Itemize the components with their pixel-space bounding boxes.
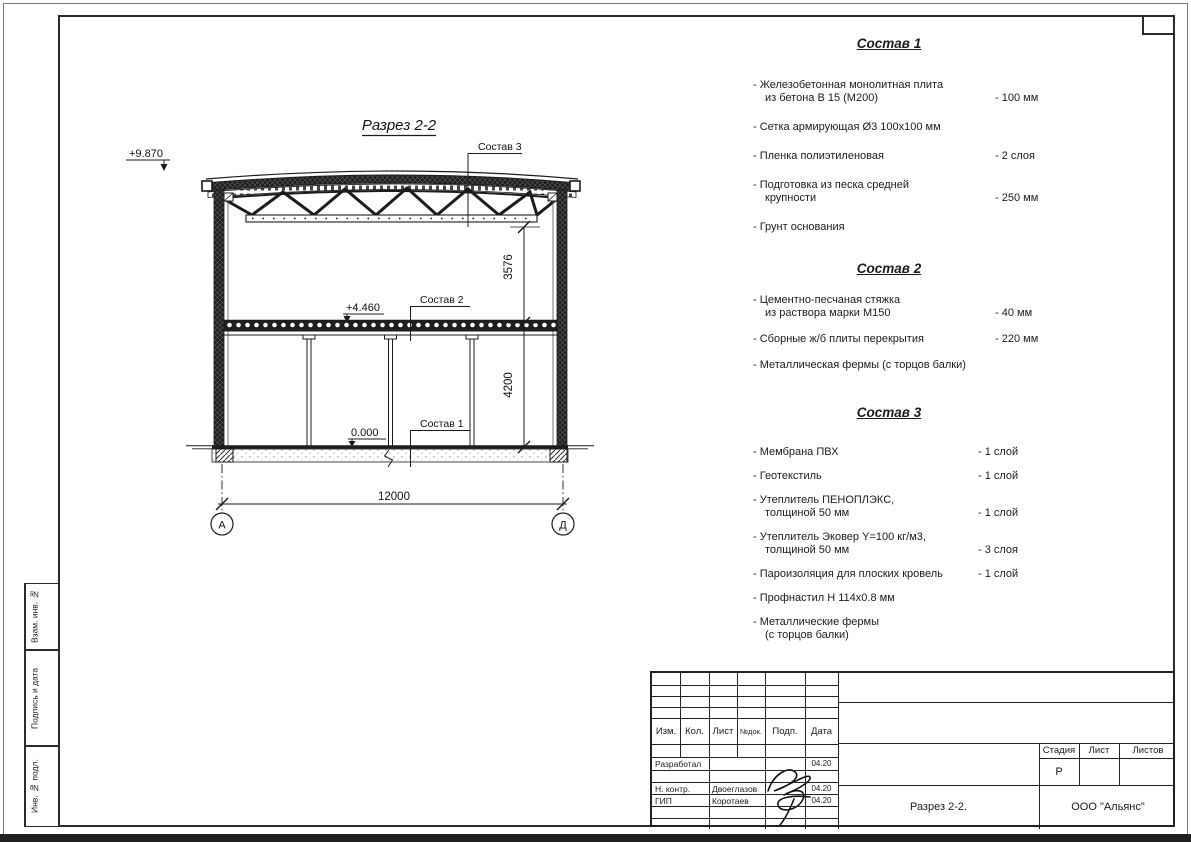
tb-col-data: Дата xyxy=(810,725,833,737)
sostav-item-value: - 1 слой xyxy=(978,446,1019,458)
sostav-item-line: - Цементно-песчаная стяжка xyxy=(753,294,901,306)
side-stamp-inv-label: Инв. № подл. xyxy=(25,747,43,826)
tb-grid-line xyxy=(652,707,838,708)
sostav-item-line: - Сетка армирующая Ø3 100х100 мм xyxy=(753,121,941,133)
tb-sheets-value xyxy=(1119,758,1177,785)
leader-sostav1-label: Состав 1 xyxy=(420,418,464,430)
tb-name-gip: Коротаев xyxy=(712,795,749,806)
sostav-item-line: из раствора марки М150 xyxy=(765,307,891,319)
truss-bottom-chord xyxy=(246,215,537,222)
sostav-item xyxy=(748,470,1060,483)
tb-col-kol: Кол. xyxy=(685,725,704,737)
elevation-zero-value: 0.000 xyxy=(351,427,379,439)
sostav-item-value: - 40 мм xyxy=(995,307,1033,319)
leader-sostav3-label: Состав 3 xyxy=(478,141,522,153)
sostav-item-value: - 100 мм xyxy=(995,92,1039,104)
tb-grid-line xyxy=(838,743,1173,744)
tb-role-developer: Разработал xyxy=(655,758,702,769)
tb-grid-line xyxy=(652,685,838,686)
composition-lists xyxy=(748,28,1060,678)
dim-span-value: 12000 xyxy=(378,491,410,503)
sostav-item xyxy=(748,359,1060,372)
floor-slab xyxy=(224,321,557,336)
corner-box xyxy=(1142,15,1175,35)
sostav-item-line: - Профнастил Н 114х0.8 мм xyxy=(753,592,895,604)
tb-doc-title: Разрез 2-2. xyxy=(909,801,968,813)
roof-end-cap-right xyxy=(570,181,580,191)
tb-date-gip: 04.20 xyxy=(811,796,832,805)
dim-truss-value: 3576 xyxy=(503,254,515,280)
sostav-item-value: - 1 слой xyxy=(978,568,1019,580)
tb-stage-value: Р xyxy=(1055,765,1063,778)
sostav-item xyxy=(748,592,1060,605)
sostav-item xyxy=(748,531,1060,557)
sostav-item-value: - 250 мм xyxy=(995,192,1039,204)
sostav-item-line: - Утеплитель ПЕНОПЛЭКС, xyxy=(753,494,895,506)
dimension-vertical xyxy=(503,221,540,453)
sostav-item-line: - Пленка полиэтиленовая xyxy=(753,150,884,162)
dimension-span xyxy=(216,464,569,513)
sostav-item-line: - Утеплитель Эковер Y=100 кг/м3, xyxy=(753,531,926,543)
tb-grid-line xyxy=(838,785,1173,786)
sostav-item xyxy=(748,294,1060,320)
sostav-item xyxy=(748,616,1060,642)
sostav-item-line: - Железобетонная монолитная плита xyxy=(753,79,944,91)
axis-right-label: Д xyxy=(559,519,567,532)
tb-grid-line xyxy=(652,718,838,719)
sostav-item-line: толщиной 50 мм xyxy=(765,544,850,556)
tb-grid-line xyxy=(652,782,838,783)
title-block xyxy=(650,671,1175,827)
sostav-item-line: - Геотекстиль xyxy=(753,470,822,482)
tb-grid-line xyxy=(838,673,839,829)
tb-grid-line xyxy=(1039,743,1040,829)
sostav-item-line: - Подготовка из песка средней xyxy=(753,179,909,191)
tb-company: ООО "Альянс" xyxy=(1071,801,1145,813)
elevation-mark-top xyxy=(126,148,170,171)
dim-floor-value: 4200 xyxy=(503,372,515,398)
side-stamp-podpis-label: Подпись и дата xyxy=(25,651,43,745)
sostav-item xyxy=(748,494,1060,520)
axis-bubbles xyxy=(211,513,574,535)
sostav-item-line: - Грунт основания xyxy=(753,221,845,233)
tb-grid-line xyxy=(652,696,838,697)
ground-floor xyxy=(186,446,594,467)
elevation-mid-value: +4.460 xyxy=(346,302,380,314)
sostav-item-value: - 2 слоя xyxy=(995,150,1036,162)
sostav-item-value: - 3 слоя xyxy=(978,544,1019,556)
sostav-heading: Состав 1 xyxy=(856,36,922,51)
tb-sheet-value xyxy=(1079,758,1119,785)
tb-grid-line xyxy=(1039,758,1173,759)
roof-assembly xyxy=(202,171,580,198)
tb-date-ncontr: 04.20 xyxy=(811,784,832,793)
tb-grid-line xyxy=(838,702,1173,703)
tb-col-podp: Подп. xyxy=(772,725,798,737)
side-stamp-inv xyxy=(24,746,59,827)
tb-role-ncontr: Н. контр. xyxy=(655,783,691,794)
sostav-item-line: толщиной 50 мм xyxy=(765,507,850,519)
sostav-item-value: - 1 слой xyxy=(978,507,1019,519)
tb-col-ndok: №док. xyxy=(740,726,762,736)
drawing-title-text: Разрез 2-2 xyxy=(361,117,437,134)
tb-col-izm: Изм. xyxy=(655,725,677,737)
footing-left xyxy=(216,449,233,462)
tb-grid-line xyxy=(652,757,838,758)
footing-right xyxy=(550,449,567,462)
tb-date-developer: 04.20 xyxy=(811,759,832,768)
sostav-group-2 xyxy=(748,261,1060,385)
roof-end-cap-left xyxy=(202,181,212,191)
sostav-group-1 xyxy=(748,36,1060,250)
section-drawing xyxy=(60,95,680,585)
tb-grid-line xyxy=(652,818,838,819)
tb-grid-line xyxy=(652,794,838,795)
sostav-item-value: - 1 слой xyxy=(978,470,1019,482)
sostav-item xyxy=(748,179,1060,205)
tb-sheet-label: Лист xyxy=(1088,745,1110,756)
tb-name-ncontr: Двоеглазов xyxy=(712,783,758,794)
sostav-item-line: - Металлическая фермы (с торцов балки) xyxy=(753,359,966,371)
tb-name-developer xyxy=(709,757,765,770)
tb-role-gip: ГИП xyxy=(655,795,672,806)
sostav-item xyxy=(748,121,1060,134)
tb-col-list: Лист xyxy=(712,725,734,737)
elevation-mark-zero xyxy=(348,427,386,447)
side-stamp-podpis xyxy=(24,650,59,746)
sostav-item-value: - 220 мм xyxy=(995,333,1039,345)
sheet-bottom-edge xyxy=(0,834,1191,842)
elevation-top-value: +9.870 xyxy=(129,148,163,160)
tb-stage-label: Стадия xyxy=(1042,745,1076,756)
sostav-item xyxy=(748,446,1060,459)
sostav-group-3 xyxy=(748,405,1060,653)
tb-grid-line xyxy=(1079,743,1080,785)
sostav-item xyxy=(748,79,1060,105)
sostav-item-line: крупности xyxy=(765,192,817,204)
axis-left-label: А xyxy=(218,519,226,532)
sostav-item-line: (с торцов балки) xyxy=(765,629,849,641)
sostav-item xyxy=(748,150,1060,163)
drawing-title xyxy=(362,117,437,136)
tb-grid-line xyxy=(652,770,838,771)
sostav-item-line: - Сборные ж/б плиты перекрытия xyxy=(753,333,924,345)
sostav-item-line: из бетона В 15 (М200) xyxy=(765,92,878,104)
tb-sheets-label: Листов xyxy=(1132,745,1164,756)
sostav-item-line: - Пароизоляция для плоских кровель xyxy=(753,568,943,580)
leader-sostav2 xyxy=(410,294,470,341)
leader-sostav2-label: Состав 2 xyxy=(420,294,464,306)
sostav-heading: Состав 3 xyxy=(856,405,922,420)
wall-right xyxy=(557,190,567,448)
sostav-item xyxy=(748,333,1060,346)
tb-grid-line xyxy=(1119,743,1120,785)
sostav-heading: Состав 2 xyxy=(856,261,922,276)
wall-left xyxy=(214,190,224,448)
sostav-item xyxy=(748,221,1060,234)
side-stamp-vzam-label: Взам. инв. № xyxy=(25,584,43,649)
sostav-item-line: - Металлические фермы xyxy=(753,616,880,628)
tb-grid-line xyxy=(652,806,838,807)
sostav-item xyxy=(748,568,1060,581)
sostav-item-line: - Мембрана ПВХ xyxy=(753,446,839,458)
side-stamp-vzam xyxy=(24,583,59,650)
tb-grid-line xyxy=(652,744,838,745)
